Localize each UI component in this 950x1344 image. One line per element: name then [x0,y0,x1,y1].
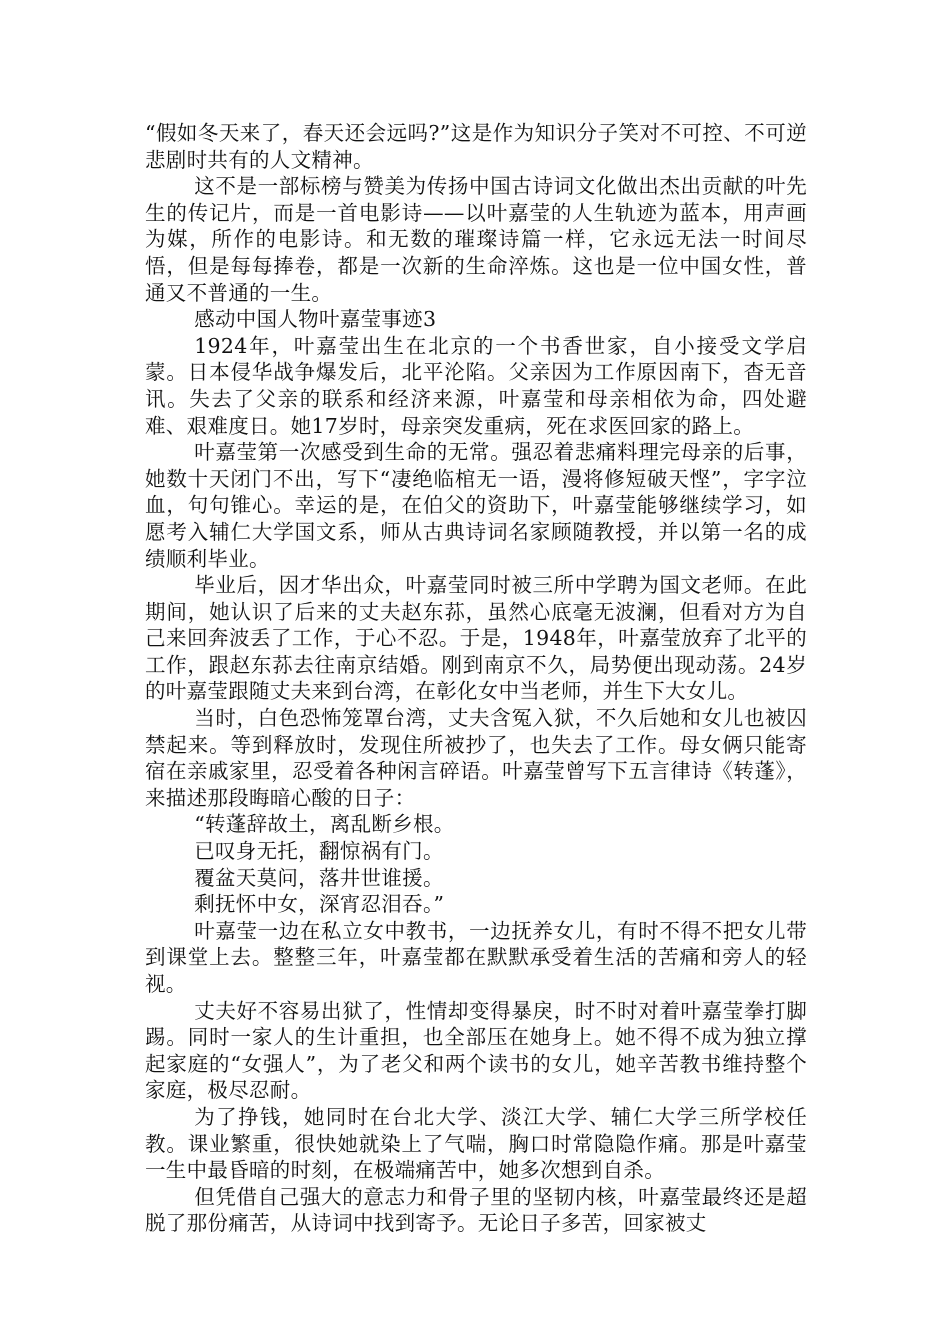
paragraph-1: “假如冬天来了，春天还会远吗?”这是作为知识分子笑对不可控、不可逆悲剧时共有的人文精神。 [145,121,807,172]
paragraph-10: 但凭借自己强大的意志力和骨子里的坚韧内核，叶嘉莹最终还是超脱了那份痛苦，从诗词中找到寄予。无论日子多苦，回家被丈 [145,1184,807,1236]
poem-line-2: 已叹身无托，翻惊祸有门。 [194,839,444,864]
paragraph-8: 丈夫好不容易出狱了，性情却变得暴戾，时不时对着叶嘉莹拳打脚踢。同时一家人的生计重担，也全部压在她身上。她不得不成为独立撑起家庭的“女强人”，为了老父和两个读书的女儿，她辛苦教书维持整个家庭，极尽忍耐。 [145,998,807,1103]
document-body [145,120,807,1237]
paragraph-9: 为了挣钱，她同时在台北大学、淡江大学、辅仁大学三所学校任教。课业繁重，很快她就染上了气喘，胸口时常隐隐作痛。那是叶嘉莹一生中最昏暗的时刻，在极端痛苦中，她多次想到自杀。 [145,1104,807,1183]
poem-line-3: 覆盆天莫问，落井世谁援。 [194,865,444,890]
paragraph-7: 叶嘉莹一边在私立女中教书，一边抚养女儿，有时不得不把女儿带到课堂上去。整整三年，叶嘉莹都在默默承受着生活的苦痛和旁人的轻视。 [145,918,807,996]
paragraph-5: 毕业后，因才华出众，叶嘉莹同时被三所中学聘为国文老师。在此期间，她认识了后来的丈夫赵东荪，虽然心底毫无波澜，但看对方为自己来回奔波丢了工作，于心不忍。于是，1948年，叶嘉莹放弃了北平的工作，跟赵东荪去往南京结婚。刚到南京不久，局势便出现动荡。24岁的叶嘉莹跟随丈夫来到台湾，在彰化女中当老师，并生下大女儿。 [145,573,807,704]
poem-line-1: “转蓬辞故土，离乱断乡根。 [194,812,455,837]
paragraph-4: 叶嘉莹第一次感受到生命的无常。强忍着悲痛料理完母亲的后事，她数十天闭门不出，写下“凄绝临棺无一语，漫将修短破天悭”，字字泣血，句句锥心。幸运的是，在伯父的资助下，叶嘉莹能够继续学习，如愿考入辅仁大学国文系，师从古典诗词名家顾随教授，并以第一名的成绩顺利毕业。 [145,440,807,571]
poem-line-4: 剩抚怀中女，深宵忍泪吞。” [194,892,445,917]
paragraph-3: 1924年，叶嘉莹出生在北京的一个书香世家，自小接受文学启蒙。日本侵华战争爆发后，北平沦陷。父亲因为工作原因南下，杳无音讯。失去了父亲的联系和经济来源，叶嘉莹和母亲相依为命，四处避难、艰难度日。她17岁时，母亲突发重病，死在求医回家的路上。 [145,333,807,438]
section-heading: 感动中国人物叶嘉莹事迹3 [194,307,437,332]
paragraph-2: 这不是一部标榜与赞美为传扬中国古诗词文化做出杰出贡献的叶先生的传记片，而是一首电影诗——以叶嘉莹的人生轨迹为蓝本，用声画为媒，所作的电影诗。和无数的璀璨诗篇一样，它永远无法一时间尽悟，但是每每捧卷，都是一次新的生命淬炼。这也是一位中国女性，普通又不普通的一生。 [145,174,807,305]
paragraph-6: 当时，白色恐怖笼罩台湾，丈夫含冤入狱，不久后她和女儿也被囚禁起来。等到释放时，发现住所被抄了，也失去了工作。母女俩只能寄宿在亲戚家里，忍受着各种闲言碎语。叶嘉莹曾写下五言律诗《转蓬》，来描述那段晦暗心酸的日子： [145,706,807,810]
